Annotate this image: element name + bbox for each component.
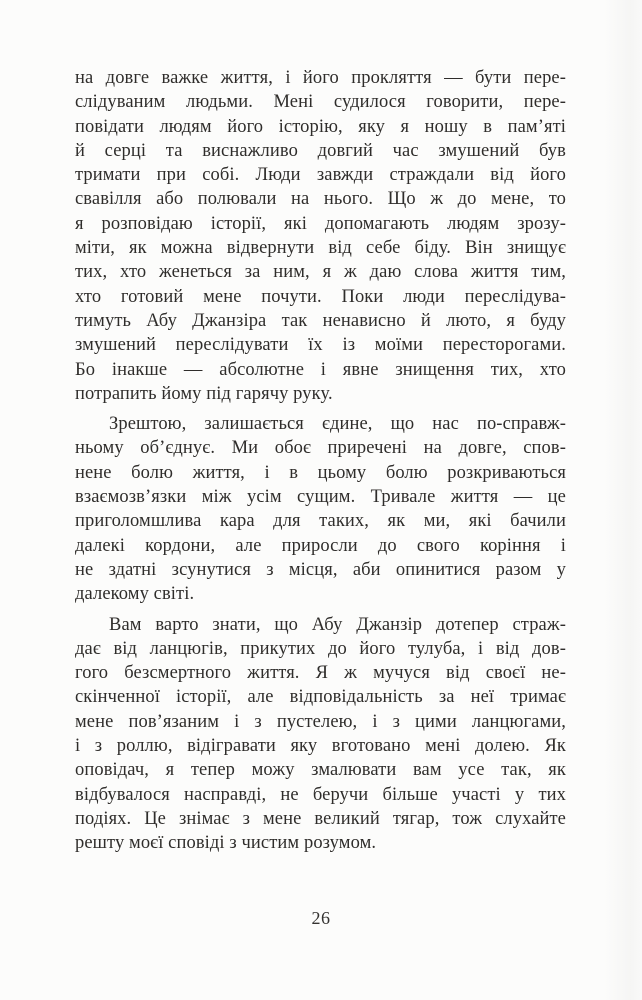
text-line: скінченної історії, але відповідальність за неї тримає bbox=[75, 687, 566, 708]
text-line: Бо інакше — абсолютне і явне знищення тих, хто bbox=[75, 359, 566, 380]
text-line: мене пов’язаним і з пустелею, і з цими ланцюгами, bbox=[75, 711, 566, 732]
paragraph bbox=[75, 66, 566, 406]
text-line: змушений переслідувати їх із моїми пересторогами. bbox=[75, 335, 566, 356]
text-line: тих, хто женеться за ним, я ж даю слова життя тим, bbox=[75, 262, 566, 283]
text-line: Зрештою, залишається єдине, що нас по-справж- bbox=[109, 414, 566, 435]
page-edge-shadow bbox=[604, 0, 642, 1000]
text-line: відбувалося насправді, не беручи більше участі у тих bbox=[75, 784, 566, 805]
text-line: решту моєї сповіді з чистим розумом. bbox=[75, 833, 377, 854]
text-line: повідати людям його історію, яку я ношу в пам’яті bbox=[75, 116, 566, 137]
text-line: нене болю життя, і в цьому болю розкриваються bbox=[75, 462, 566, 483]
text-line: хто готовий мене почути. Поки люди переслідува- bbox=[75, 286, 566, 307]
text-line: ньому об’єднує. Ми обоє приречені на довге, спов- bbox=[75, 438, 566, 459]
text-line: приголомшлива кара для таких, як ми, які бачили bbox=[75, 511, 566, 532]
text-line: й серці та виснажливо довгий час змушений був bbox=[75, 140, 566, 161]
text-line: і з роллю, відігравати яку вготовано мені долею. Як bbox=[75, 736, 566, 757]
text-line: тримати при собі. Люди завжди страждали від його bbox=[75, 165, 566, 186]
text-line: на довге важке життя, і його прокляття — бути пере- bbox=[75, 68, 566, 88]
text-line: оповідач, я тепер можу змалювати вам усе так, як bbox=[75, 760, 566, 781]
text-line: далекі кордони, але приросли до свого коріння і bbox=[75, 535, 566, 556]
text-line: взаємозв’язки між усім сущим. Тривале життя — це bbox=[75, 487, 566, 508]
text-line: я розповідаю історії, які допомагають людям зрозу- bbox=[75, 213, 566, 234]
text-line: дає від ланцюгів, прикутих до його тулуба, і від дов- bbox=[75, 638, 566, 659]
text-line: міти, як можна відвернути від себе біду. Він знищує bbox=[75, 238, 566, 259]
page-text bbox=[75, 0, 566, 862]
paragraph bbox=[75, 613, 566, 856]
text-line: гого безсмертного життя. Я ж мучуся від своєї не- bbox=[75, 663, 566, 684]
text-line: подіях. Це знімає з мене великий тягар, тож слухайте bbox=[75, 808, 566, 829]
text-line: слідуваним людьми. Мені судилося говорити, пере- bbox=[75, 92, 566, 113]
text-line: потрапить йому під гарячу руку. bbox=[75, 383, 333, 404]
text-line: тимуть Абу Джанзіра так ненависно й люто, я буду bbox=[75, 310, 566, 331]
text-line: свавілля або полювали на нього. Що ж до мене, то bbox=[75, 189, 566, 210]
page-footer bbox=[0, 908, 642, 929]
text-line: далекому світі. bbox=[75, 584, 195, 605]
text-line: Вам варто знати, що Абу Джанзір дотепер страж- bbox=[109, 614, 566, 635]
page-number: 26 bbox=[311, 908, 331, 928]
paragraph bbox=[75, 412, 566, 606]
text-line: не здатні зсунутися з місця, аби опинитися разом у bbox=[75, 559, 566, 580]
